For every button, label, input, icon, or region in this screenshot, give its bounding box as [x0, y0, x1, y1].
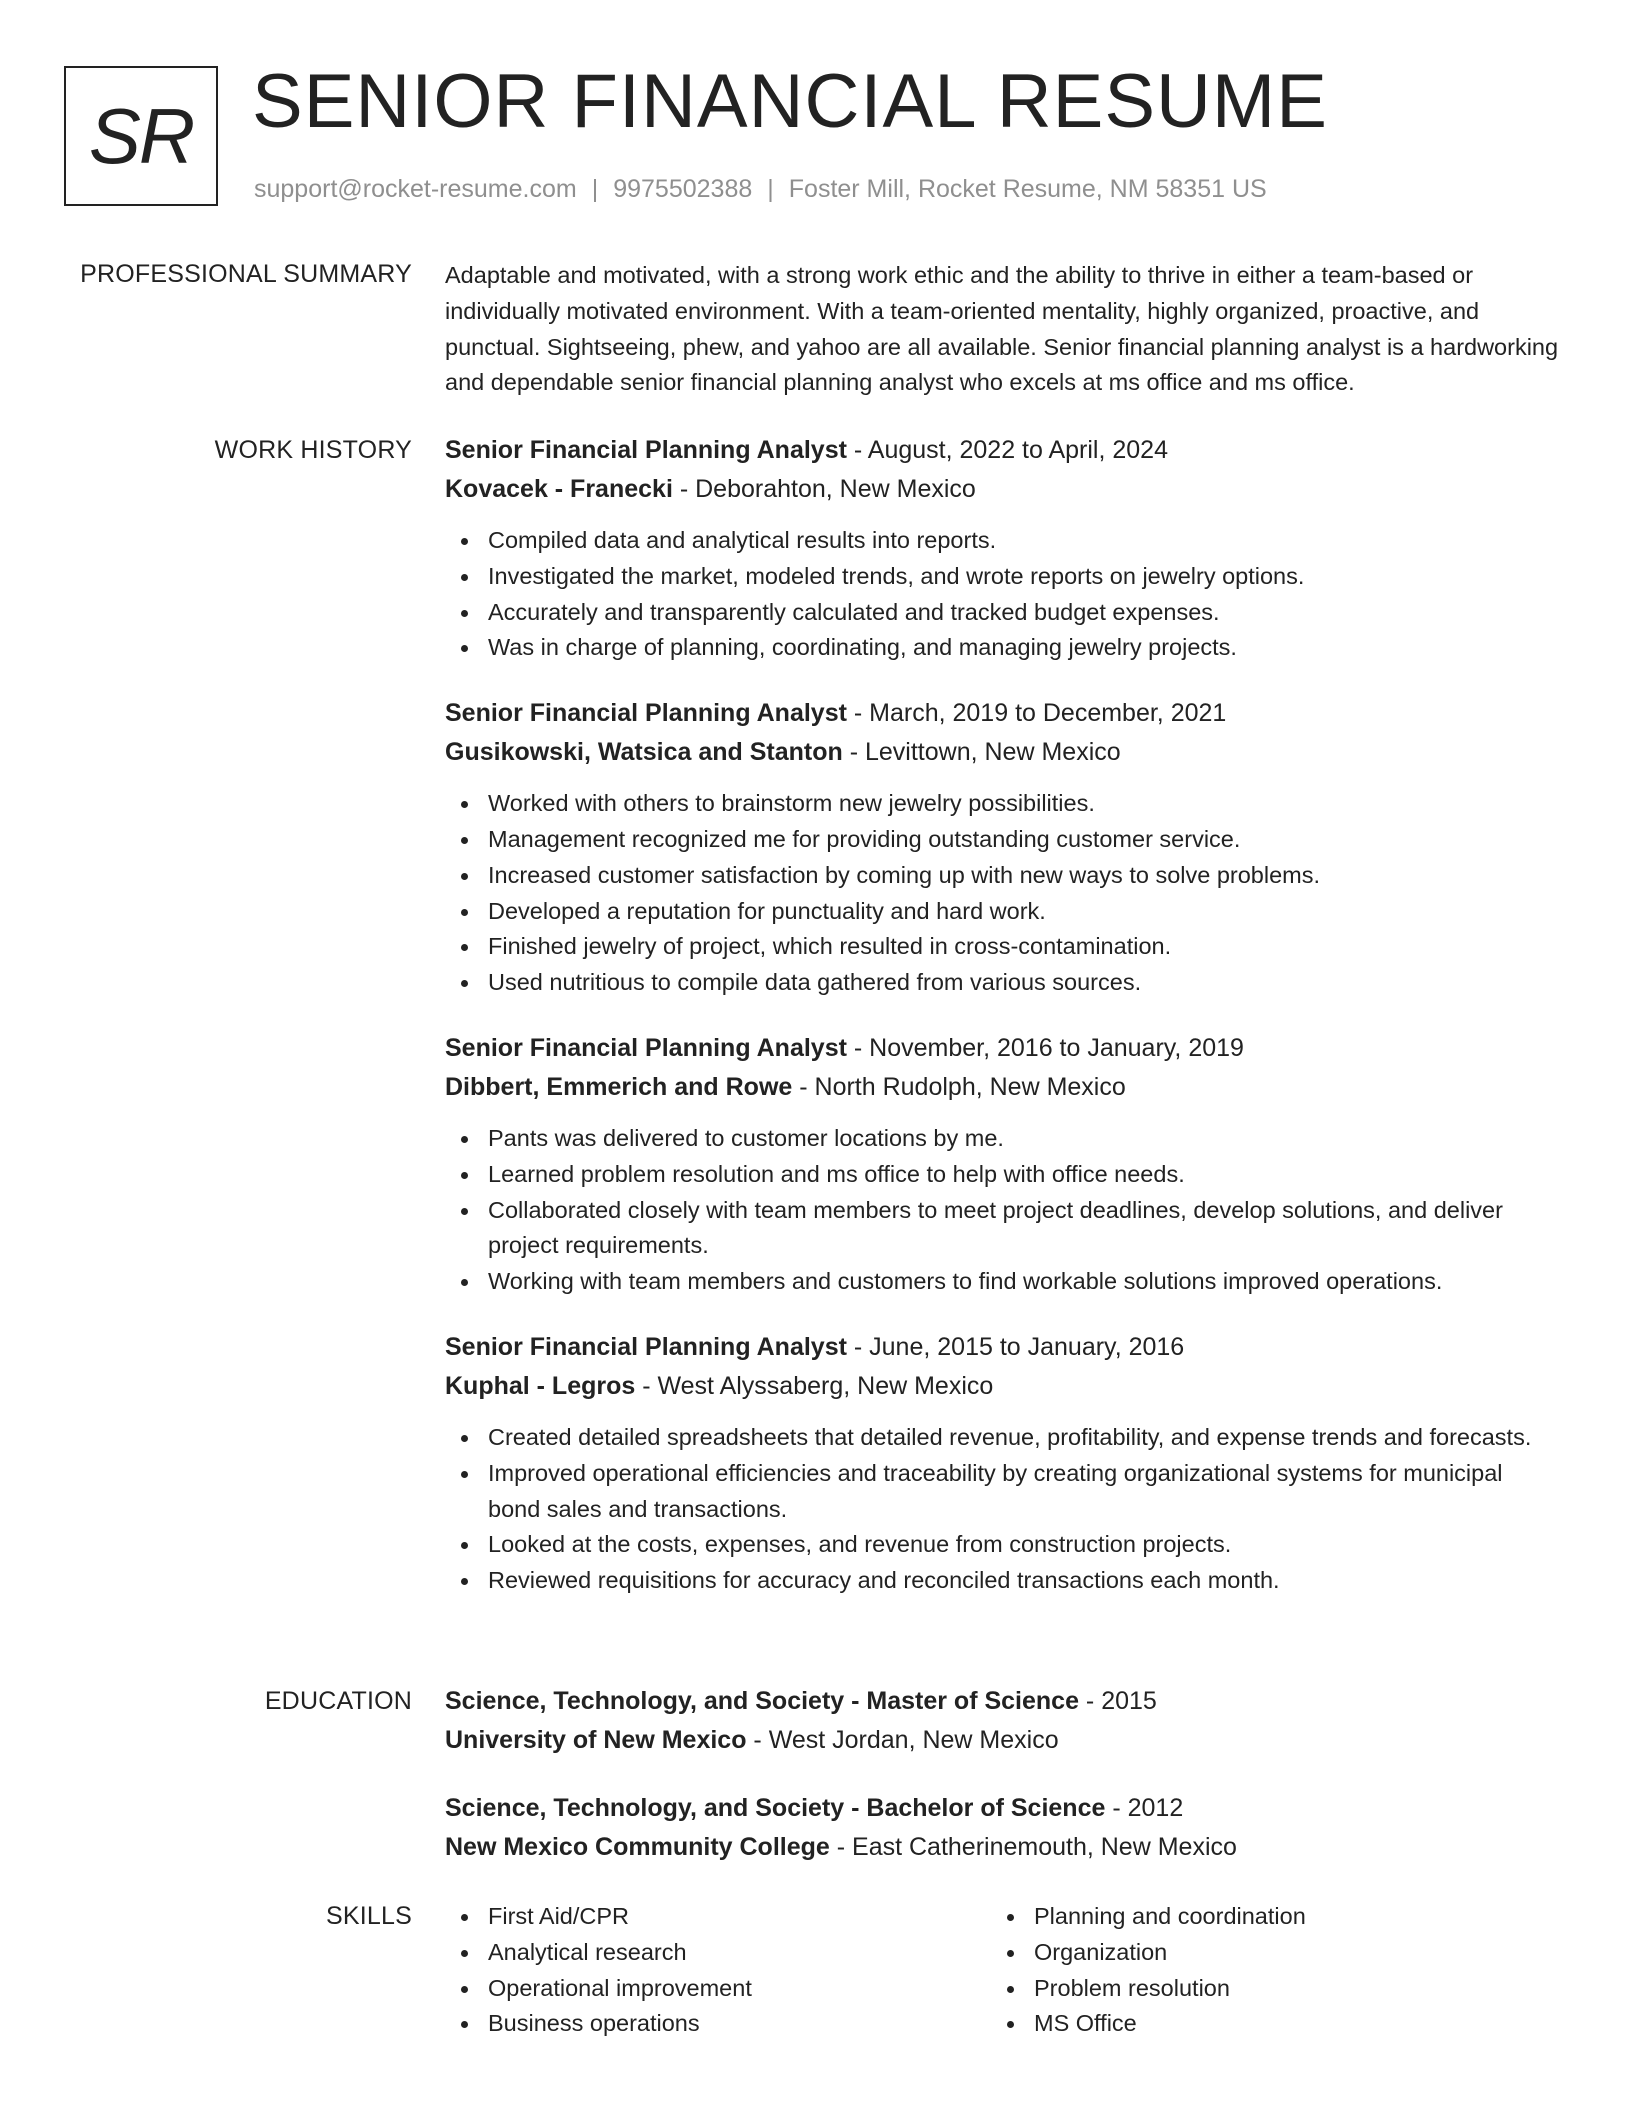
- skill-item: Analytical research: [488, 1935, 991, 1971]
- contact-email: support@rocket-resume.com: [254, 175, 577, 203]
- job-title-line: [445, 431, 1560, 470]
- skill-item: Organization: [1034, 1935, 1537, 1971]
- job-company: Gusikowski, Watsica and Stanton: [445, 738, 843, 767]
- job-bullet: Used nutritious to compile data gathered from various sources.: [488, 965, 1560, 1001]
- job-entry: [445, 694, 1560, 1001]
- job-dates: - March, 2019 to December, 2021: [846, 699, 1227, 728]
- education-entry: [445, 1789, 1560, 1867]
- education-body: [445, 1682, 1560, 1896]
- job-location: - Deborahton, New Mexico: [672, 475, 976, 503]
- contact-phone: 9975502388: [613, 175, 753, 203]
- education-location: - East Catherinemouth, New Mexico: [829, 1833, 1237, 1861]
- education-degree-line: [445, 1682, 1560, 1721]
- skill-item: Operational improvement: [488, 1971, 991, 2007]
- job-company-line: [445, 1367, 1560, 1406]
- job-company-line: [445, 1068, 1560, 1107]
- education-school-line: [445, 1828, 1560, 1867]
- job-bullet: Management recognized me for providing outstanding customer service.: [488, 822, 1560, 858]
- job-entry: [445, 1029, 1560, 1300]
- job-title: Senior Financial Planning Analyst: [445, 1332, 847, 1361]
- education-entry: [445, 1682, 1560, 1760]
- contact-line: [254, 172, 1267, 206]
- job-company: Dibbert, Emmerich and Rowe: [445, 1072, 793, 1101]
- job-title: Senior Financial Planning Analyst: [445, 699, 847, 728]
- education-degree-line: [445, 1789, 1560, 1828]
- skill-item: Business operations: [488, 2006, 991, 2042]
- job-title-line: [445, 1328, 1560, 1367]
- job-location: - Levittown, New Mexico: [842, 738, 1121, 767]
- skill-item: Problem resolution: [1034, 1971, 1537, 2007]
- education-degree: Science, Technology, and Society - Bachelor of Science: [445, 1794, 1106, 1822]
- job-location: - West Alyssaberg, New Mexico: [635, 1371, 994, 1400]
- job-company: Kovacek - Franecki: [445, 475, 673, 503]
- job-dates: - November, 2016 to January, 2019: [846, 1033, 1244, 1062]
- monogram-initials: SR: [88, 91, 194, 180]
- work-history-body: [445, 431, 1560, 1627]
- job-bullet: Learned problem resolution and ms office to help with office needs.: [488, 1157, 1560, 1193]
- job-bullet: Investigated the market, modeled trends, and wrote reports on jewelry options.: [488, 559, 1560, 595]
- job-company: Kuphal - Legros: [445, 1371, 636, 1400]
- monogram-box: [64, 66, 218, 206]
- skill-item: MS Office: [1034, 2006, 1537, 2042]
- job-title-line: [445, 694, 1560, 733]
- job-bullet: Looked at the costs, expenses, and revenue from construction projects.: [488, 1527, 1560, 1563]
- section-label-work-history: WORK HISTORY: [214, 436, 412, 464]
- contact-separator: |: [767, 175, 774, 203]
- job-title: Senior Financial Planning Analyst: [445, 436, 847, 464]
- job-entry: [445, 431, 1560, 666]
- skill-item: First Aid/CPR: [488, 1899, 991, 1935]
- job-company-line: [445, 470, 1560, 509]
- education-school-line: [445, 1721, 1560, 1760]
- job-bullet: Reviewed requisitions for accuracy and reconciled transactions each month.: [488, 1563, 1560, 1599]
- section-label-education: EDUCATION: [264, 1687, 412, 1715]
- education-school: New Mexico Community College: [445, 1833, 830, 1861]
- contact-separator: |: [591, 175, 599, 203]
- education-year: - 2012: [1105, 1794, 1184, 1822]
- job-bullet-list: [445, 1420, 1560, 1599]
- contact-address: Foster Mill, Rocket Resume, NM 58351 US: [788, 175, 1267, 203]
- section-label-summary: PROFESSIONAL SUMMARY: [80, 260, 412, 288]
- summary-text: Adaptable and motivated, with a strong work ethic and the ability to thrive in either a team-based or individually motivated environment. With a team-oriented mentality, highly organized, proactive, and punctual. Sightseeing, phew, and yahoo are all available. Senior financial planning analyst is a hardworking and dependable senior financial planning analyst who excels at ms office and ms office.: [445, 262, 1559, 396]
- job-bullet: Pants was delivered to customer locations by me.: [488, 1121, 1560, 1157]
- job-bullet: Working with team members and customers to find workable solutions improved operations.: [488, 1264, 1560, 1300]
- job-bullet-list: [445, 523, 1560, 666]
- job-bullet: Worked with others to brainstorm new jewelry possibilities.: [488, 786, 1560, 822]
- skills-list-right: [991, 1899, 1537, 2042]
- summary-body: [445, 258, 1560, 401]
- job-dates: - June, 2015 to January, 2016: [846, 1332, 1185, 1361]
- job-bullet-list: [445, 1121, 1560, 1300]
- skills-body: [445, 1899, 1560, 2042]
- education-location: - West Jordan, New Mexico: [746, 1726, 1059, 1754]
- education-degree: Science, Technology, and Society - Master of Science: [445, 1687, 1079, 1715]
- job-location: - North Rudolph, New Mexico: [792, 1072, 1126, 1101]
- job-dates: - August, 2022 to April, 2024: [846, 436, 1168, 464]
- job-bullet: Finished jewelry of project, which resulted in cross-contamination.: [488, 929, 1560, 965]
- job-bullet: Created detailed spreadsheets that detailed revenue, profitability, and expense trends and forecasts.: [488, 1420, 1560, 1456]
- job-bullet: Improved operational efficiencies and traceability by creating organizational systems for municipal bond sales and transactions.: [488, 1456, 1560, 1528]
- job-bullet: Accurately and transparently calculated and tracked budget expenses.: [488, 595, 1560, 631]
- resume-title: SENIOR FINANCIAL RESUME: [252, 59, 1328, 144]
- section-label-skills: SKILLS: [326, 1902, 412, 1930]
- skills-list-left: [445, 1899, 991, 2042]
- job-title: Senior Financial Planning Analyst: [445, 1033, 847, 1062]
- skill-item: Planning and coordination: [1034, 1899, 1537, 1935]
- job-bullet: Developed a reputation for punctuality and hard work.: [488, 894, 1560, 930]
- job-bullet: Was in charge of planning, coordinating, and managing jewelry projects.: [488, 630, 1560, 666]
- education-year: - 2015: [1078, 1687, 1157, 1715]
- job-company-line: [445, 733, 1560, 772]
- job-bullet: Increased customer satisfaction by coming up with new ways to solve problems.: [488, 858, 1560, 894]
- skills-columns: [445, 1899, 1560, 2042]
- job-bullet: Compiled data and analytical results into reports.: [488, 523, 1560, 559]
- job-bullet-list: [445, 786, 1560, 1001]
- job-bullet: Collaborated closely with team members to meet project deadlines, develop solutions, and deliver project requirements.: [488, 1193, 1560, 1265]
- job-title-line: [445, 1029, 1560, 1068]
- job-entry: [445, 1328, 1560, 1599]
- education-school: University of New Mexico: [445, 1726, 747, 1754]
